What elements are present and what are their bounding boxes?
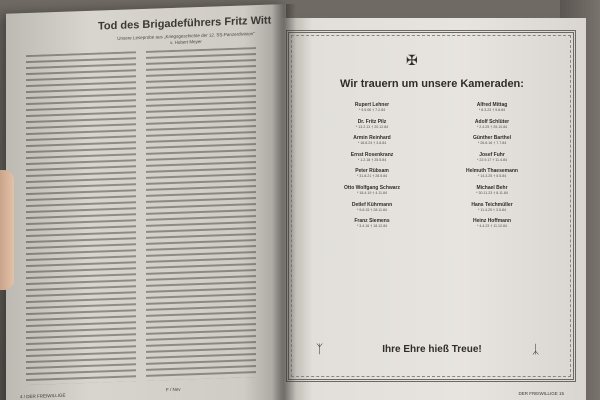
entry-name: Dr. Fritz Pilz xyxy=(357,118,387,125)
entry-dates: * 22.9.17 † 11.4.84 xyxy=(476,157,508,162)
entry-dates: * 1.2.18 † 25.5.84 xyxy=(357,157,387,162)
entry-dates: * 14.3.25 † 5.5.84 xyxy=(477,174,507,179)
memorial-entry xyxy=(312,102,432,113)
entry-name: Michael Behr xyxy=(476,184,508,191)
entry-name: Otto Wolfgang Schwarz xyxy=(343,184,401,191)
entry-dates: * 18.8.24 † 3.8.84 xyxy=(357,141,387,146)
open-magazine xyxy=(6,4,566,400)
entry-dates: * 5.6.15 † 28.11.84 xyxy=(356,207,388,212)
memorial-entry xyxy=(312,168,432,179)
left-page-footer: 4 / DER FREIWILLIGE xyxy=(20,392,66,400)
left-page xyxy=(6,4,286,400)
article-byline: Unsere Leseprobe aus „Kriegsgeschichte der 12. SS-Panzerdivision" v. Hubert Meyer xyxy=(117,31,255,46)
memorial-entry xyxy=(312,152,432,163)
entry-dates: * 31.8.21 † 28.5.84 xyxy=(356,174,388,179)
memorial-title: Wir trauern um unsere Kameraden: xyxy=(340,78,524,90)
entry-name: Ernst Rosenkranz xyxy=(350,151,394,158)
entry-name: Helmuth Thaesemann xyxy=(466,168,518,175)
memorial-entry xyxy=(432,152,552,163)
entry-dates: * 11.4.25 † 3.5.84 xyxy=(477,207,507,212)
memorial-entry xyxy=(432,135,552,146)
entry-name: Franz Siemens xyxy=(354,218,390,225)
entry-name: Armin Reinhard xyxy=(353,135,391,142)
entry-dates: * 9.5.06 † 7.2.84 xyxy=(358,108,386,112)
names-column-left xyxy=(312,102,432,235)
iron-cross-icon: ✠ xyxy=(406,52,418,68)
memorial-entry xyxy=(432,185,552,196)
entry-name: Günther Barthel xyxy=(472,135,512,142)
memorial-entry xyxy=(432,168,552,179)
right-page xyxy=(282,18,586,400)
memorial-entry xyxy=(312,119,432,130)
memorial-entry xyxy=(432,218,552,229)
memorial-entry xyxy=(312,185,432,196)
entry-name: Peter Rübsam xyxy=(355,168,389,175)
entry-name: Heinz Hoffmann xyxy=(472,218,512,225)
memorial-entry xyxy=(432,119,552,130)
entry-name: Adolf Schlüter xyxy=(474,118,510,125)
entry-dates: * 2.4.25 † 25.10.84 xyxy=(476,124,508,129)
rune-left-icon: ᛉ xyxy=(316,342,324,356)
entry-dates: * 3.4.16 † 18.12.84 xyxy=(356,224,388,229)
article-title: Tod des Brigadeführers Fritz Witt xyxy=(98,14,272,33)
entry-name: Alfred Mittag xyxy=(476,102,508,108)
article-column-2 xyxy=(146,47,256,381)
hand xyxy=(0,170,14,290)
entry-name: Detlef Kührmann xyxy=(351,201,393,208)
entry-dates: * 8.3.23 † 9.8.84 xyxy=(478,108,506,112)
memorial-closing-line: Ihre Ehre hieß Treue! xyxy=(382,344,482,355)
memorial-entry xyxy=(432,102,552,113)
left-page-footer-center: F / Nov xyxy=(166,386,181,393)
right-page-footer: DER FREIWILLIGE 15 xyxy=(518,391,564,396)
memorial-entry xyxy=(312,135,432,146)
entry-name: Josef Fuhr xyxy=(479,151,505,158)
rune-right-icon: ᛣ xyxy=(532,342,540,356)
entry-dates: * 4.4.23 † 11.12.84 xyxy=(476,224,508,229)
entry-dates: * 13.2.13 † 20.12.84 xyxy=(355,124,389,129)
memorial-entry xyxy=(432,202,552,213)
entry-name: Hans Teichmüller xyxy=(471,201,513,208)
article-column-1 xyxy=(26,51,136,385)
entry-name: Rupert Lehner xyxy=(354,102,390,108)
memorial-entry xyxy=(312,202,432,213)
entry-dates: * 26.6.16 † 7.7.84 xyxy=(477,141,507,146)
entry-dates: * 30.11.23 † 8.11.84 xyxy=(476,190,508,195)
entry-dates: * 18.4.19 † 4.11.84 xyxy=(356,190,388,195)
names-column-right xyxy=(432,102,552,235)
memorial-entry xyxy=(312,218,432,229)
